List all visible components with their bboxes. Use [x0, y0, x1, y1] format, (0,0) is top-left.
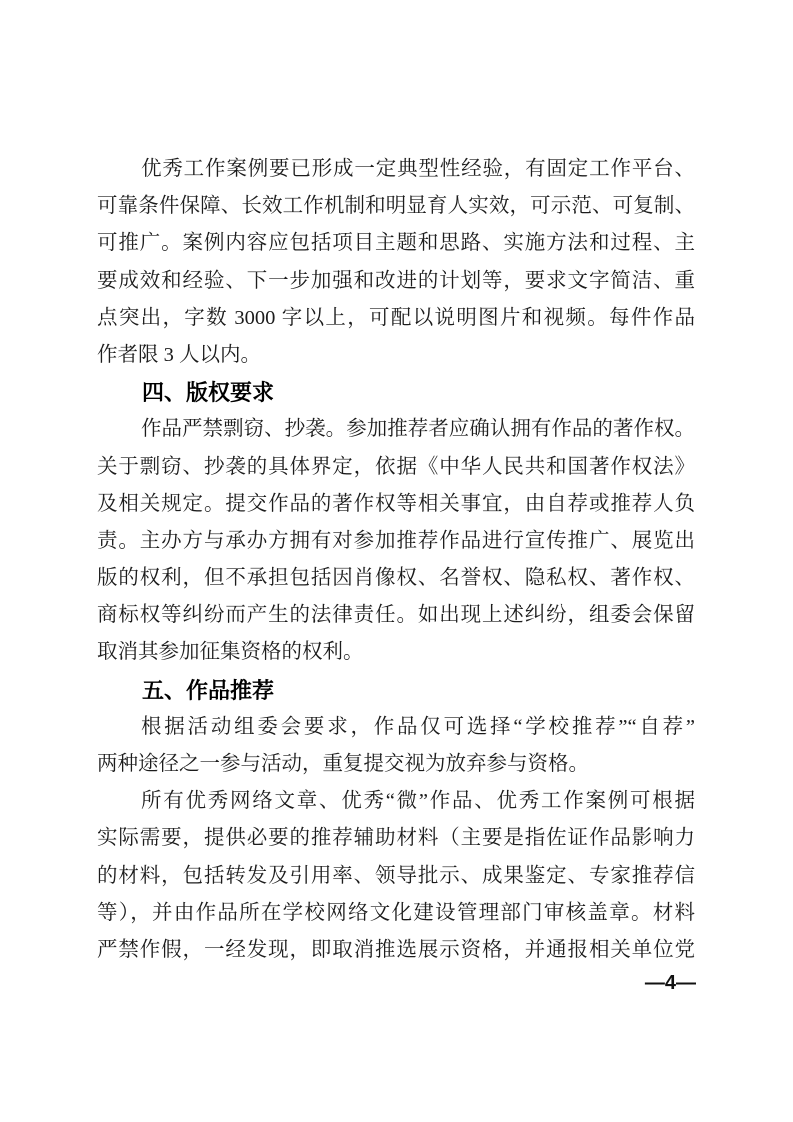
body-text-line: 所有优秀网络文章、优秀“微”作品、优秀工作案例可根据: [141, 790, 695, 813]
body-text-line: 的材料，包括转发及引用率、领导批示、成果鉴定、专家推荐信: [97, 864, 695, 887]
body-text-line: 根据活动组委会要求，作品仅可选择“学校推荐”“自荐”: [141, 715, 695, 738]
body-text-line: 商标权等纠纷而产生的法律责任。如出现上述纠纷，组委会保留: [97, 604, 695, 627]
body-text-line: 优秀工作案例要已形成一定典型性经验，有固定工作平台、: [141, 158, 695, 180]
body-text-line: 点突出，字数 3000 字以上，可配以说明图片和视频。每件作品: [97, 306, 695, 329]
body-text-line: 取消其参加征集资格的权利。: [97, 641, 364, 664]
body-text-line: 作者限 3 人以内。: [97, 343, 261, 366]
body-text-line: 关于剽窃、抄袭的具体界定，依据《中华人民共和国著作权法》: [97, 455, 695, 478]
section-heading-recommendation: 五、作品推荐: [142, 677, 275, 703]
body-text-line: 及相关规定。提交作品的著作权等相关事宜，由自荐或推荐人负: [97, 492, 695, 515]
body-text-line: 可靠条件保障、长效工作机制和明显育人实效，可示范、可复制、: [97, 195, 695, 218]
document-body: [97, 151, 695, 969]
body-text-line: 要成效和经验、下一步加强和改进的计划等，要求文字简洁、重: [97, 269, 695, 292]
section-heading-copyright: 四、版权要求: [142, 380, 275, 406]
body-text-line: 作品严禁剽窃、抄袭。参加推荐者应确认拥有作品的著作权。: [141, 418, 695, 441]
body-text-line: 实际需要，提供必要的推荐辅助材料（主要是指佐证作品影响力: [97, 827, 695, 850]
page-number: —4—: [644, 972, 696, 994]
body-text-line: 责。主办方与承办方拥有对参加推荐作品进行宣传推广、展览出: [97, 529, 695, 552]
body-text-line: 版的权利，但不承担包括因肖像权、名誉权、隐私权、著作权、: [97, 567, 695, 590]
body-text-line: 等），并由作品所在学校网络文化建设管理部门审核盖章。材料: [97, 901, 695, 924]
body-text-line: 两种途径之一参与活动，重复提交视为放弃参与资格。: [97, 753, 589, 775]
body-text-line: 严禁作假，一经发现，即取消推选展示资格，并通报相关单位党: [97, 938, 695, 961]
body-text-line: 可推广。案例内容应包括项目主题和思路、实施方法和过程、主: [97, 232, 695, 255]
